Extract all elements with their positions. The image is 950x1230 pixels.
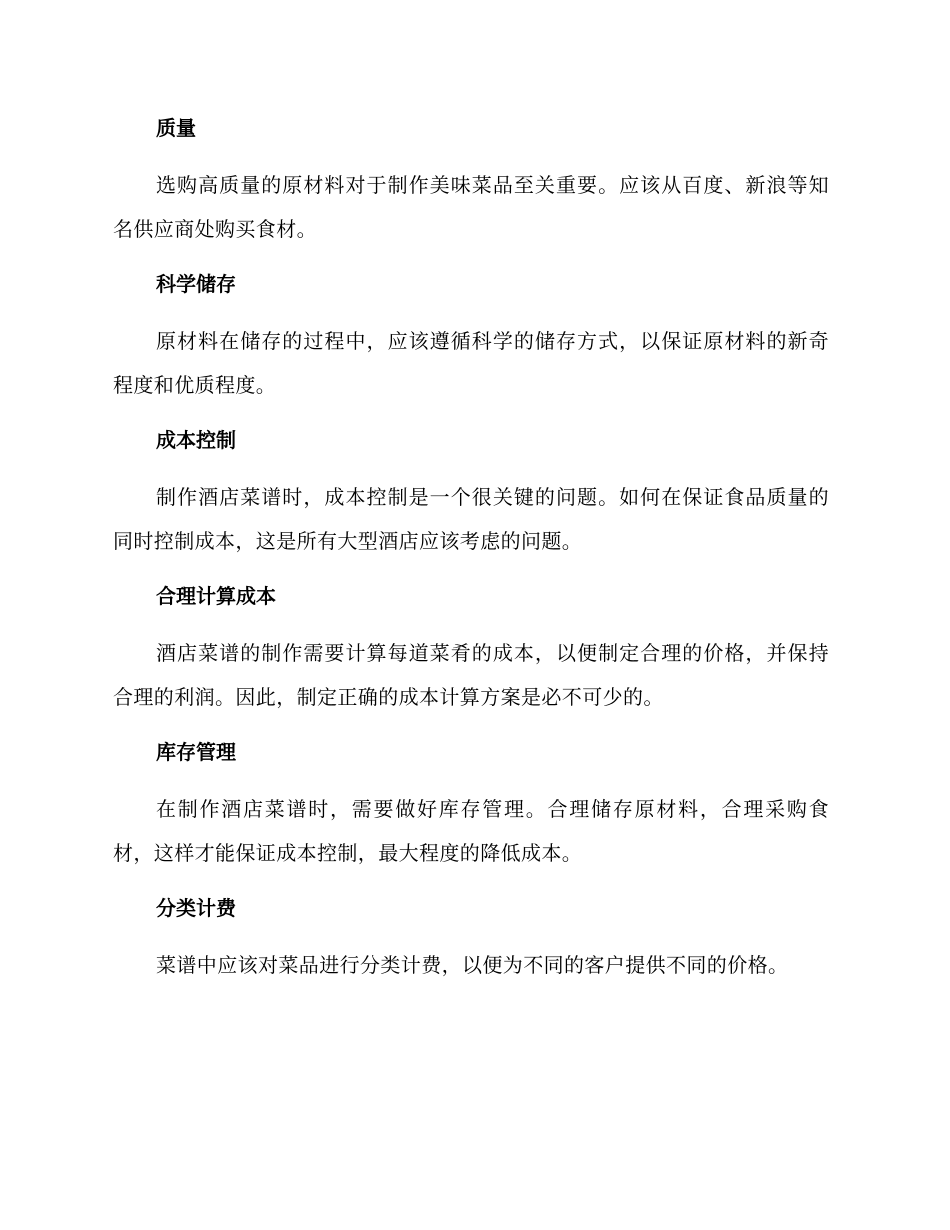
- section-heading: 合理计算成本: [156, 584, 276, 608]
- section-cost-calculation: [113, 580, 829, 719]
- section-heading: 成本控制: [156, 428, 236, 452]
- section-paragraph: 制作酒店菜谱时，成本控制是一个很关键的问题。如何在保证食品质量的同时控制成本，这是所有大型酒店应该考虑的问题。: [113, 485, 829, 553]
- section-heading: 分类计费: [156, 896, 236, 920]
- section-cost-control: [113, 424, 829, 563]
- section-scientific-storage: [113, 268, 829, 407]
- document-body: [113, 112, 829, 987]
- section-paragraph: 酒店菜谱的制作需要计算每道菜肴的成本，以便制定合理的价格，并保持合理的利润。因此，制定正确的成本计算方案是必不可少的。: [113, 641, 829, 709]
- section-paragraph: 菜谱中应该对菜品进行分类计费，以便为不同的客户提供不同的价格。: [156, 953, 789, 977]
- section-category-pricing: [113, 892, 829, 987]
- section-paragraph: 原材料在储存的过程中，应该遵循科学的储存方式，以保证原材料的新奇程度和优质程度。: [113, 329, 829, 397]
- section-heading: 科学储存: [156, 272, 236, 296]
- section-inventory-management: [113, 736, 829, 875]
- section-paragraph: 选购高质量的原材料对于制作美味菜品至关重要。应该从百度、新浪等知名供应商处购买食材。: [113, 173, 829, 241]
- section-heading: 质量: [156, 116, 196, 140]
- section-paragraph: 在制作酒店菜谱时，需要做好库存管理。合理储存原材料，合理采购食材，这样才能保证成本控制，最大程度的降低成本。: [113, 797, 829, 865]
- section-quality: [113, 112, 829, 251]
- section-heading: 库存管理: [156, 740, 236, 764]
